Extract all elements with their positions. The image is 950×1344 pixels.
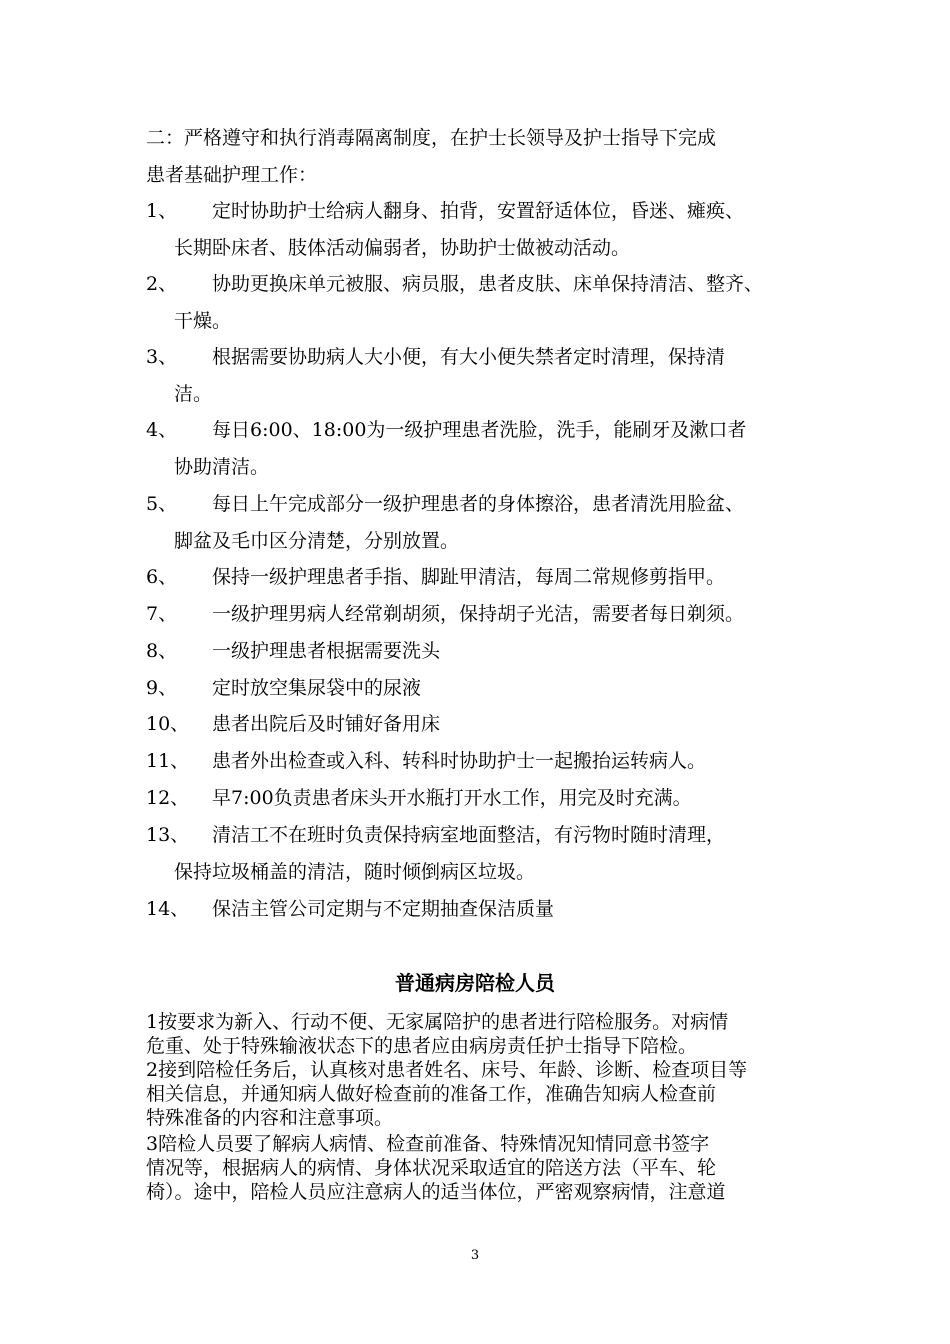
- item-text-continued: 协助清洁。: [174, 456, 270, 478]
- item-number: 12、: [146, 787, 190, 809]
- item-number: 2、: [146, 273, 178, 295]
- item-text: 保洁主管公司定期与不定期抽查保洁质量: [212, 898, 555, 920]
- intro-line-1: 二：严格遵守和执行消毒隔离制度，在护士长领导及护士指导下完成: [146, 127, 717, 149]
- paragraph-line: 1按要求为新入、行动不便、无家属陪护的患者进行陪检服务。对病情: [146, 1011, 729, 1033]
- paragraph-line: 2接到陪检任务后，认真核对患者姓名、床号、年龄、诊断、检查项目等: [146, 1059, 748, 1081]
- item-number: 4、: [146, 419, 178, 441]
- paragraph-line: 3陪检人员要了解病人病情、检查前准备、特殊情况知情同意书签字: [146, 1133, 710, 1155]
- item-text: 协助更换床单元被服、病员服，患者皮肤、床单保持清洁、整齐、: [212, 273, 764, 295]
- item-text: 一级护理患者根据需要洗头: [212, 640, 441, 662]
- item-text: 清洁工不在班时负责保持病室地面整洁，有污物时随时清理，: [212, 824, 726, 846]
- item-text: 早7:00负责患者床头开水瓶打开水工作，用完及时充满。: [212, 787, 692, 809]
- item-number: 5、: [146, 493, 178, 515]
- item-text: 根据需要协助病人大小便，有大小便失禁者定时清理，保持清: [212, 346, 726, 368]
- section-title: 普通病房陪检人员: [395, 971, 555, 995]
- item-text-continued: 干燥。: [174, 310, 232, 332]
- item-text: 患者外出检查或入科、转科时协助护士一起搬抬运转病人。: [212, 750, 707, 772]
- item-text: 一级护理男病人经常剃胡须，保持胡子光洁，需要者每日剃须。: [212, 603, 745, 625]
- item-text-continued: 保持垃圾桶盖的清洁，随时倾倒病区垃圾。: [174, 861, 536, 883]
- item-number: 10、: [146, 713, 190, 735]
- paragraph-line: 椅）。途中，陪检人员应注意病人的适当体位，严密观察病情，注意道: [146, 1181, 726, 1203]
- item-number: 3、: [146, 346, 178, 368]
- page-number: 3: [470, 1248, 480, 1263]
- item-text-continued: 洁。: [174, 383, 213, 405]
- item-text: 定时协助护士给病人翻身、拍背，安置舒适体位，昏迷、瘫痪、: [212, 200, 745, 222]
- item-text-continued: 脚盆及毛巾区分清楚，分别放置。: [174, 530, 460, 552]
- item-number: 6、: [146, 566, 178, 588]
- item-number: 7、: [146, 603, 178, 625]
- item-text: 保持一级护理患者手指、脚趾甲清洁，每周二常规修剪指甲。: [212, 566, 726, 588]
- intro-line-2: 患者基础护理工作：: [146, 164, 318, 186]
- item-text: 定时放空集尿袋中的尿液: [212, 677, 422, 699]
- item-number: 13、: [146, 824, 190, 846]
- item-text: 每日6:00、18:00为一级护理患者洗脸，洗手，能刷牙及漱口者: [212, 419, 747, 441]
- item-text-continued: 长期卧床者、肢体活动偏弱者，协助护士做被动活动。: [174, 237, 631, 259]
- item-text: 患者出院后及时铺好备用床: [212, 713, 441, 735]
- paragraph-line: 危重、处于特殊输液状态下的患者应由病房责任护士指导下陪检。: [146, 1035, 698, 1057]
- item-number: 9、: [146, 677, 178, 699]
- item-number: 11、: [146, 750, 190, 772]
- paragraph-line: 相关信息，并通知病人做好检查前的准备工作，准确告知病人检查前: [146, 1083, 717, 1105]
- item-number: 14、: [146, 898, 190, 920]
- item-number: 8、: [146, 640, 178, 662]
- item-number: 1、: [146, 200, 178, 222]
- item-text: 每日上午完成部分一级护理患者的身体擦浴，患者清洗用脸盆、: [212, 493, 745, 515]
- paragraph-line: 情况等，根据病人的病情、身体状况采取适宜的陪送方法（平车、轮: [146, 1157, 717, 1179]
- paragraph-line: 特殊准备的内容和注意事项。: [146, 1107, 394, 1129]
